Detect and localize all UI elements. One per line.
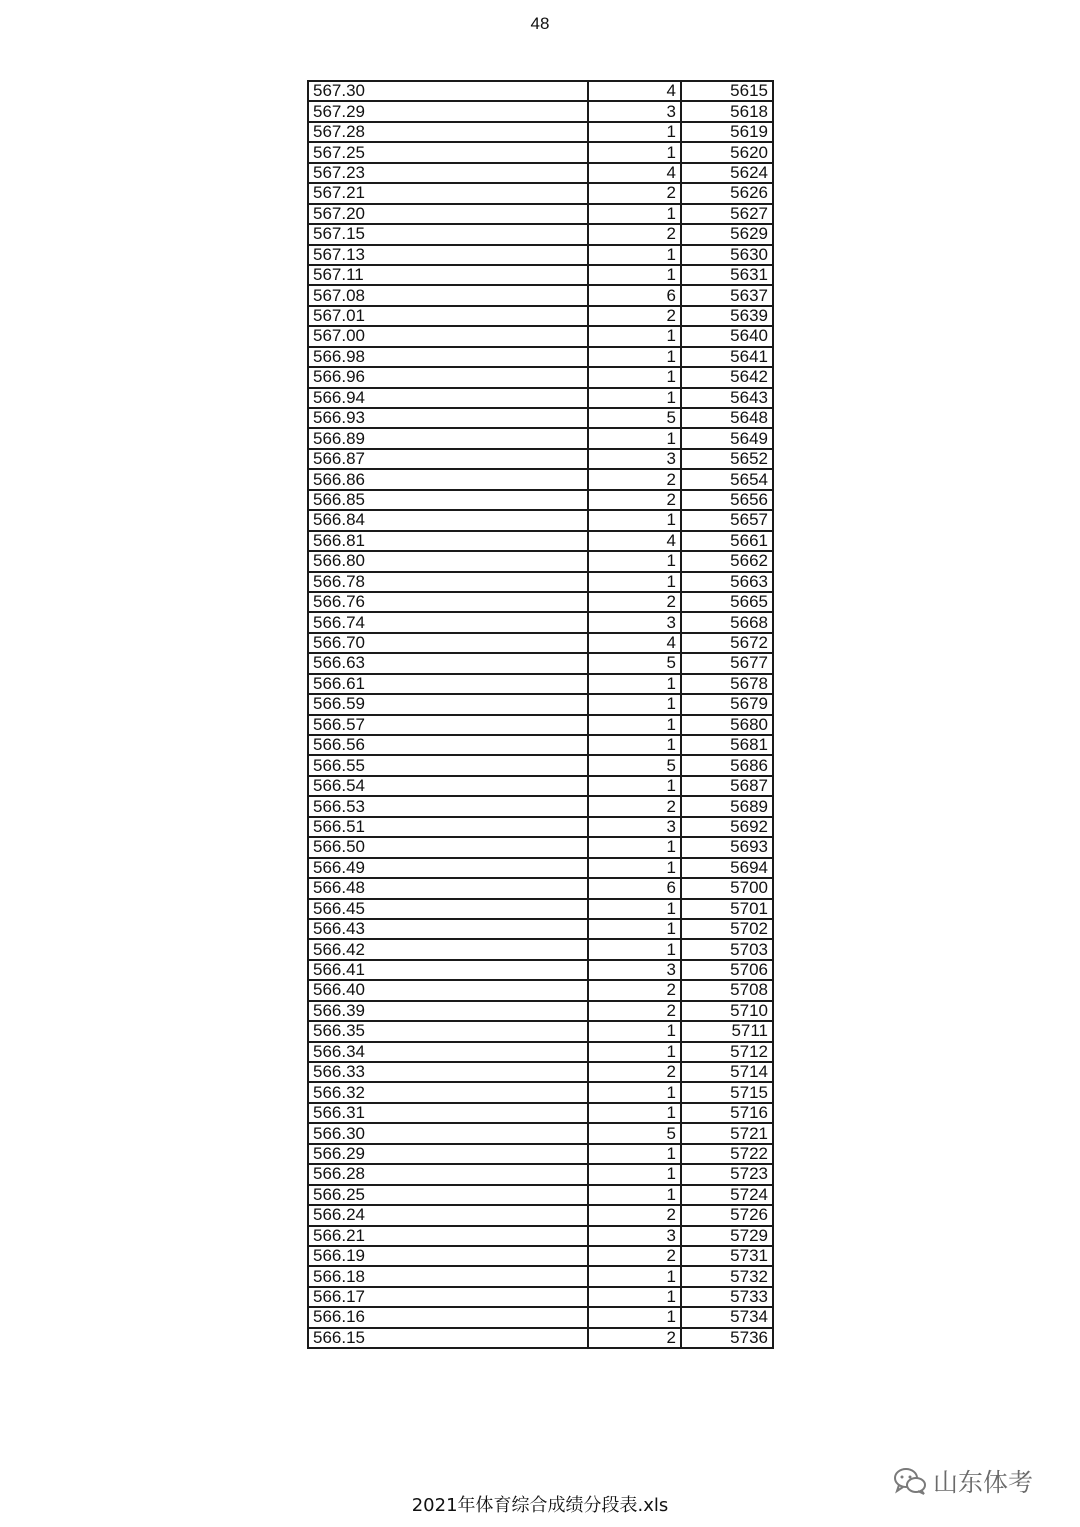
table-row bbox=[308, 367, 773, 387]
cumulative-cell: 5703 bbox=[681, 939, 773, 959]
cumulative-cell: 5694 bbox=[681, 858, 773, 878]
cumulative-cell: 5736 bbox=[681, 1328, 773, 1348]
cumulative-cell: 5661 bbox=[681, 531, 773, 551]
table-row bbox=[308, 899, 773, 919]
cumulative-cell: 5701 bbox=[681, 899, 773, 919]
count-cell: 2 bbox=[588, 306, 681, 326]
score-distribution-table bbox=[307, 80, 774, 1349]
score-cell: 566.55 bbox=[308, 755, 588, 775]
count-cell: 5 bbox=[588, 653, 681, 673]
score-cell: 566.63 bbox=[308, 653, 588, 673]
count-cell: 1 bbox=[588, 837, 681, 857]
table-row bbox=[308, 347, 773, 367]
count-cell: 3 bbox=[588, 817, 681, 837]
score-cell: 566.18 bbox=[308, 1266, 588, 1286]
cumulative-cell: 5668 bbox=[681, 612, 773, 632]
table-row bbox=[308, 224, 773, 244]
score-cell: 566.32 bbox=[308, 1082, 588, 1102]
watermark-text: 山东体考 bbox=[933, 1468, 1034, 1497]
cumulative-cell: 5686 bbox=[681, 755, 773, 775]
cumulative-cell: 5723 bbox=[681, 1164, 773, 1184]
score-cell: 567.25 bbox=[308, 142, 588, 162]
count-cell: 1 bbox=[588, 1103, 681, 1123]
count-cell: 4 bbox=[588, 81, 681, 101]
score-cell: 566.86 bbox=[308, 469, 588, 489]
table-row bbox=[308, 939, 773, 959]
score-cell: 566.16 bbox=[308, 1307, 588, 1327]
score-cell: 566.87 bbox=[308, 449, 588, 469]
score-cell: 566.59 bbox=[308, 694, 588, 714]
score-cell: 566.40 bbox=[308, 980, 588, 1000]
table-row bbox=[308, 919, 773, 939]
score-cell: 566.93 bbox=[308, 408, 588, 428]
score-cell: 566.89 bbox=[308, 428, 588, 448]
table-row bbox=[308, 510, 773, 530]
count-cell: 1 bbox=[588, 1021, 681, 1041]
count-cell: 1 bbox=[588, 122, 681, 142]
table-row bbox=[308, 1287, 773, 1307]
table-row bbox=[308, 1164, 773, 1184]
score-cell: 566.48 bbox=[308, 878, 588, 898]
cumulative-cell: 5637 bbox=[681, 285, 773, 305]
table-row bbox=[308, 1082, 773, 1102]
cumulative-cell: 5702 bbox=[681, 919, 773, 939]
cumulative-cell: 5712 bbox=[681, 1042, 773, 1062]
score-cell: 566.28 bbox=[308, 1164, 588, 1184]
cumulative-cell: 5733 bbox=[681, 1287, 773, 1307]
score-cell: 566.61 bbox=[308, 674, 588, 694]
score-cell: 566.53 bbox=[308, 796, 588, 816]
score-cell: 567.23 bbox=[308, 163, 588, 183]
count-cell: 1 bbox=[588, 1185, 681, 1205]
count-cell: 1 bbox=[588, 1287, 681, 1307]
count-cell: 4 bbox=[588, 531, 681, 551]
table-row bbox=[308, 81, 773, 101]
table-row bbox=[308, 142, 773, 162]
score-cell: 566.96 bbox=[308, 367, 588, 387]
score-cell: 566.25 bbox=[308, 1185, 588, 1205]
page-number: 48 bbox=[530, 14, 550, 33]
count-cell: 3 bbox=[588, 449, 681, 469]
footer-filename: 2021年体育综合成绩分段表.xls bbox=[411, 1495, 669, 1516]
count-cell: 3 bbox=[588, 1226, 681, 1246]
cumulative-cell: 5677 bbox=[681, 653, 773, 673]
cumulative-cell: 5656 bbox=[681, 490, 773, 510]
count-cell: 6 bbox=[588, 878, 681, 898]
count-cell: 1 bbox=[588, 347, 681, 367]
cumulative-cell: 5618 bbox=[681, 101, 773, 121]
score-cell: 566.74 bbox=[308, 612, 588, 632]
table-row bbox=[308, 204, 773, 224]
cumulative-cell: 5643 bbox=[681, 388, 773, 408]
cumulative-cell: 5734 bbox=[681, 1307, 773, 1327]
score-cell: 566.84 bbox=[308, 510, 588, 530]
table-row bbox=[308, 694, 773, 714]
score-cell: 566.19 bbox=[308, 1246, 588, 1266]
cumulative-cell: 5626 bbox=[681, 183, 773, 203]
cumulative-cell: 5657 bbox=[681, 510, 773, 530]
count-cell: 2 bbox=[588, 1205, 681, 1225]
score-cell: 567.08 bbox=[308, 285, 588, 305]
count-cell: 1 bbox=[588, 1144, 681, 1164]
watermark bbox=[893, 1463, 1033, 1499]
count-cell: 1 bbox=[588, 694, 681, 714]
table-row bbox=[308, 285, 773, 305]
score-cell: 566.39 bbox=[308, 1001, 588, 1021]
table-row bbox=[308, 1307, 773, 1327]
table-row bbox=[308, 1001, 773, 1021]
table-row bbox=[308, 265, 773, 285]
count-cell: 1 bbox=[588, 367, 681, 387]
count-cell: 1 bbox=[588, 776, 681, 796]
table-row bbox=[308, 1144, 773, 1164]
count-cell: 2 bbox=[588, 490, 681, 510]
cumulative-cell: 5678 bbox=[681, 674, 773, 694]
table-row bbox=[308, 755, 773, 775]
count-cell: 3 bbox=[588, 960, 681, 980]
count-cell: 2 bbox=[588, 980, 681, 1000]
cumulative-cell: 5732 bbox=[681, 1266, 773, 1286]
table-row bbox=[308, 674, 773, 694]
cumulative-cell: 5663 bbox=[681, 572, 773, 592]
table-body bbox=[308, 81, 773, 1348]
cumulative-cell: 5662 bbox=[681, 551, 773, 571]
table-row bbox=[308, 960, 773, 980]
count-cell: 2 bbox=[588, 469, 681, 489]
score-cell: 566.21 bbox=[308, 1226, 588, 1246]
count-cell: 2 bbox=[588, 1062, 681, 1082]
score-cell: 566.45 bbox=[308, 899, 588, 919]
table-row bbox=[308, 408, 773, 428]
table-row bbox=[308, 469, 773, 489]
table-row bbox=[308, 633, 773, 653]
cumulative-cell: 5619 bbox=[681, 122, 773, 142]
table-row bbox=[308, 1103, 773, 1123]
score-cell: 566.80 bbox=[308, 551, 588, 571]
cumulative-cell: 5692 bbox=[681, 817, 773, 837]
table-row bbox=[308, 490, 773, 510]
cumulative-cell: 5693 bbox=[681, 837, 773, 857]
score-cell: 566.24 bbox=[308, 1205, 588, 1225]
count-cell: 5 bbox=[588, 408, 681, 428]
score-cell: 567.28 bbox=[308, 122, 588, 142]
score-cell: 566.51 bbox=[308, 817, 588, 837]
table-row bbox=[308, 1246, 773, 1266]
count-cell: 1 bbox=[588, 1042, 681, 1062]
count-cell: 2 bbox=[588, 796, 681, 816]
count-cell: 3 bbox=[588, 612, 681, 632]
score-cell: 566.94 bbox=[308, 388, 588, 408]
table-row bbox=[308, 572, 773, 592]
cumulative-cell: 5731 bbox=[681, 1246, 773, 1266]
score-cell: 566.85 bbox=[308, 490, 588, 510]
cumulative-cell: 5640 bbox=[681, 326, 773, 346]
score-cell: 566.49 bbox=[308, 858, 588, 878]
table-row bbox=[308, 735, 773, 755]
cumulative-cell: 5679 bbox=[681, 694, 773, 714]
count-cell: 1 bbox=[588, 715, 681, 735]
wechat-icon bbox=[893, 1466, 927, 1496]
count-cell: 6 bbox=[588, 285, 681, 305]
score-cell: 566.54 bbox=[308, 776, 588, 796]
cumulative-cell: 5700 bbox=[681, 878, 773, 898]
table-row bbox=[308, 878, 773, 898]
table-row bbox=[308, 449, 773, 469]
score-cell: 566.50 bbox=[308, 837, 588, 857]
cumulative-cell: 5722 bbox=[681, 1144, 773, 1164]
score-cell: 566.15 bbox=[308, 1328, 588, 1348]
count-cell: 1 bbox=[588, 265, 681, 285]
count-cell: 1 bbox=[588, 1082, 681, 1102]
table-row bbox=[308, 980, 773, 1000]
table-row bbox=[308, 1205, 773, 1225]
table-row bbox=[308, 122, 773, 142]
count-cell: 1 bbox=[588, 245, 681, 265]
score-cell: 567.20 bbox=[308, 204, 588, 224]
cumulative-cell: 5627 bbox=[681, 204, 773, 224]
score-cell: 566.29 bbox=[308, 1144, 588, 1164]
count-cell: 1 bbox=[588, 858, 681, 878]
count-cell: 2 bbox=[588, 1001, 681, 1021]
count-cell: 1 bbox=[588, 572, 681, 592]
score-cell: 566.41 bbox=[308, 960, 588, 980]
cumulative-cell: 5721 bbox=[681, 1123, 773, 1143]
count-cell: 1 bbox=[588, 326, 681, 346]
table-row bbox=[308, 1185, 773, 1205]
score-cell: 567.01 bbox=[308, 306, 588, 326]
score-cell: 567.29 bbox=[308, 101, 588, 121]
cumulative-cell: 5648 bbox=[681, 408, 773, 428]
count-cell: 1 bbox=[588, 551, 681, 571]
cumulative-cell: 5624 bbox=[681, 163, 773, 183]
cumulative-cell: 5729 bbox=[681, 1226, 773, 1246]
cumulative-cell: 5689 bbox=[681, 796, 773, 816]
table-row bbox=[308, 428, 773, 448]
score-cell: 566.56 bbox=[308, 735, 588, 755]
cumulative-cell: 5711 bbox=[681, 1021, 773, 1041]
cumulative-cell: 5615 bbox=[681, 81, 773, 101]
score-cell: 566.43 bbox=[308, 919, 588, 939]
cumulative-cell: 5687 bbox=[681, 776, 773, 796]
cumulative-cell: 5665 bbox=[681, 592, 773, 612]
score-cell: 567.13 bbox=[308, 245, 588, 265]
score-cell: 567.21 bbox=[308, 183, 588, 203]
table-row bbox=[308, 306, 773, 326]
score-cell: 566.81 bbox=[308, 531, 588, 551]
count-cell: 2 bbox=[588, 183, 681, 203]
table-row bbox=[308, 163, 773, 183]
cumulative-cell: 5710 bbox=[681, 1001, 773, 1021]
cumulative-cell: 5715 bbox=[681, 1082, 773, 1102]
cumulative-cell: 5629 bbox=[681, 224, 773, 244]
count-cell: 1 bbox=[588, 939, 681, 959]
count-cell: 1 bbox=[588, 142, 681, 162]
score-cell: 566.33 bbox=[308, 1062, 588, 1082]
count-cell: 5 bbox=[588, 1123, 681, 1143]
table-row bbox=[308, 388, 773, 408]
table-row bbox=[308, 1123, 773, 1143]
cumulative-cell: 5706 bbox=[681, 960, 773, 980]
count-cell: 1 bbox=[588, 674, 681, 694]
cumulative-cell: 5680 bbox=[681, 715, 773, 735]
table-row bbox=[308, 1328, 773, 1348]
score-cell: 566.30 bbox=[308, 1123, 588, 1143]
table-row bbox=[308, 551, 773, 571]
table-row bbox=[308, 592, 773, 612]
table-row bbox=[308, 837, 773, 857]
table-row bbox=[308, 101, 773, 121]
count-cell: 1 bbox=[588, 510, 681, 530]
score-cell: 566.76 bbox=[308, 592, 588, 612]
score-cell: 567.15 bbox=[308, 224, 588, 244]
table-row bbox=[308, 715, 773, 735]
table-row bbox=[308, 653, 773, 673]
count-cell: 4 bbox=[588, 163, 681, 183]
score-cell: 566.31 bbox=[308, 1103, 588, 1123]
count-cell: 1 bbox=[588, 899, 681, 919]
score-cell: 566.42 bbox=[308, 939, 588, 959]
cumulative-cell: 5726 bbox=[681, 1205, 773, 1225]
cumulative-cell: 5630 bbox=[681, 245, 773, 265]
count-cell: 1 bbox=[588, 1164, 681, 1184]
count-cell: 2 bbox=[588, 224, 681, 244]
score-cell: 566.70 bbox=[308, 633, 588, 653]
table-row bbox=[308, 531, 773, 551]
count-cell: 2 bbox=[588, 592, 681, 612]
table-row bbox=[308, 245, 773, 265]
count-cell: 2 bbox=[588, 1328, 681, 1348]
table-row bbox=[308, 817, 773, 837]
table-row bbox=[308, 858, 773, 878]
count-cell: 1 bbox=[588, 735, 681, 755]
score-cell: 566.78 bbox=[308, 572, 588, 592]
table-row bbox=[308, 1226, 773, 1246]
table-row bbox=[308, 1266, 773, 1286]
cumulative-cell: 5716 bbox=[681, 1103, 773, 1123]
cumulative-cell: 5708 bbox=[681, 980, 773, 1000]
cumulative-cell: 5681 bbox=[681, 735, 773, 755]
count-cell: 1 bbox=[588, 204, 681, 224]
cumulative-cell: 5642 bbox=[681, 367, 773, 387]
count-cell: 1 bbox=[588, 919, 681, 939]
score-cell: 566.98 bbox=[308, 347, 588, 367]
score-cell: 566.34 bbox=[308, 1042, 588, 1062]
score-cell: 566.35 bbox=[308, 1021, 588, 1041]
table-row bbox=[308, 612, 773, 632]
score-cell: 567.30 bbox=[308, 81, 588, 101]
cumulative-cell: 5631 bbox=[681, 265, 773, 285]
cumulative-cell: 5714 bbox=[681, 1062, 773, 1082]
table-row bbox=[308, 1021, 773, 1041]
count-cell: 4 bbox=[588, 633, 681, 653]
count-cell: 1 bbox=[588, 388, 681, 408]
score-cell: 567.11 bbox=[308, 265, 588, 285]
count-cell: 5 bbox=[588, 755, 681, 775]
table-row bbox=[308, 1042, 773, 1062]
cumulative-cell: 5652 bbox=[681, 449, 773, 469]
table-row bbox=[308, 1062, 773, 1082]
table-row bbox=[308, 183, 773, 203]
cumulative-cell: 5639 bbox=[681, 306, 773, 326]
cumulative-cell: 5620 bbox=[681, 142, 773, 162]
table-row bbox=[308, 776, 773, 796]
count-cell: 3 bbox=[588, 101, 681, 121]
table-row bbox=[308, 796, 773, 816]
cumulative-cell: 5649 bbox=[681, 428, 773, 448]
table-row bbox=[308, 326, 773, 346]
count-cell: 1 bbox=[588, 1307, 681, 1327]
count-cell: 1 bbox=[588, 1266, 681, 1286]
cumulative-cell: 5724 bbox=[681, 1185, 773, 1205]
count-cell: 2 bbox=[588, 1246, 681, 1266]
score-cell: 566.57 bbox=[308, 715, 588, 735]
score-cell: 567.00 bbox=[308, 326, 588, 346]
count-cell: 1 bbox=[588, 428, 681, 448]
score-cell: 566.17 bbox=[308, 1287, 588, 1307]
cumulative-cell: 5672 bbox=[681, 633, 773, 653]
cumulative-cell: 5641 bbox=[681, 347, 773, 367]
cumulative-cell: 5654 bbox=[681, 469, 773, 489]
